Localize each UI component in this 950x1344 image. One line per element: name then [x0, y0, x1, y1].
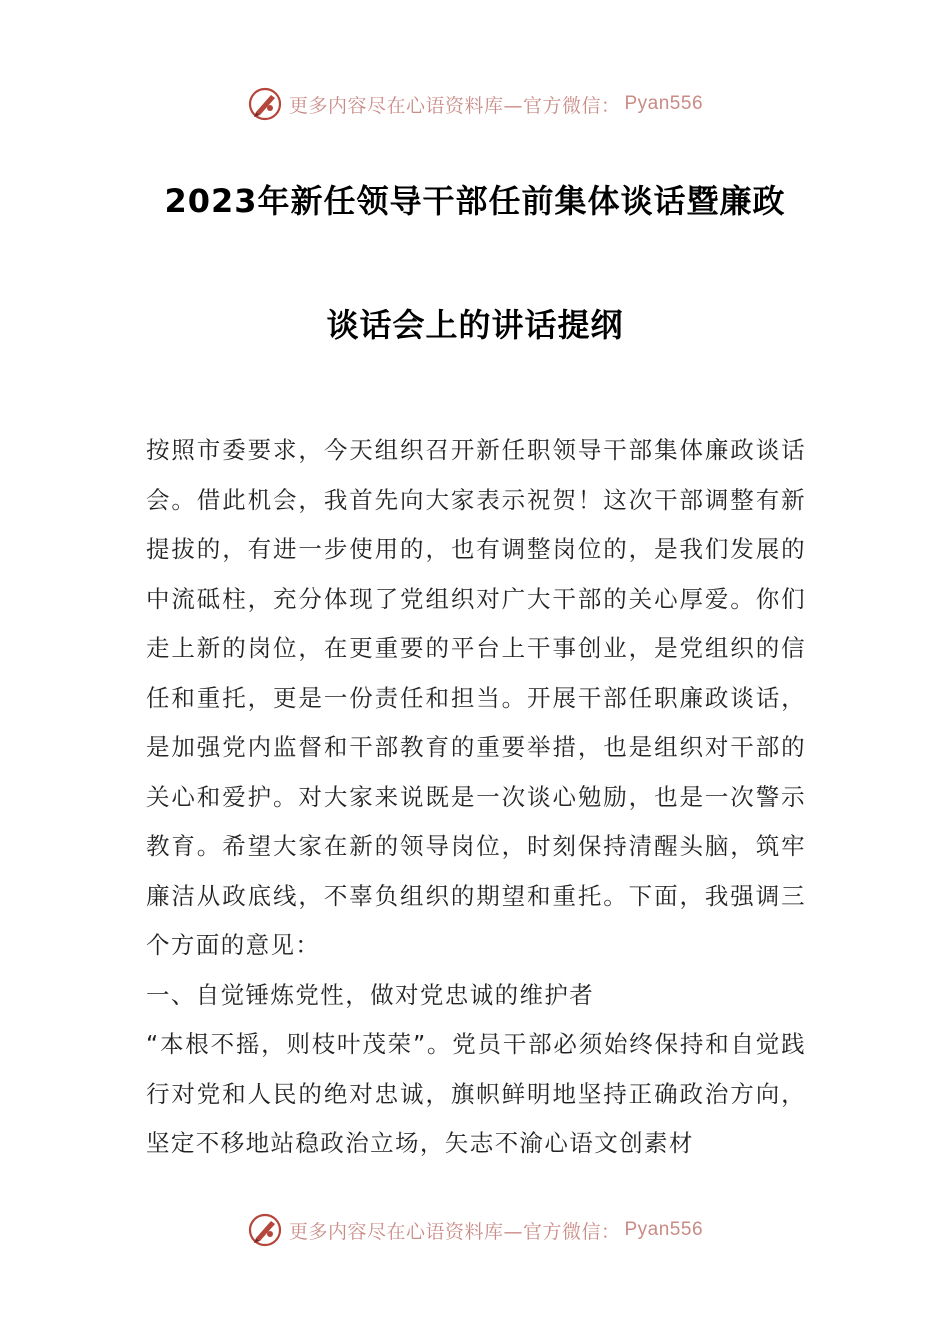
watermark-wechat-id: Pyan556 — [624, 93, 704, 114]
watermark-header — [0, 82, 950, 126]
section-heading-1: 一、自觉锤炼党性，做对党忠诚的维护者 — [146, 980, 595, 1009]
paragraph-section-1: “本根不摇，则枝叶茂荣”。党员干部必须始终保持和自觉践行对党和人民的绝对忠诚，旗帜鲜明地坚持正确政治方向，坚定不移地站稳政治立场，矢志不渝心语文创素材 — [146, 1030, 806, 1157]
document-body — [146, 426, 806, 1169]
pen-seal-icon — [247, 86, 283, 122]
pen-seal-icon — [247, 1212, 283, 1248]
watermark-text: 更多内容尽在心语资料库—官方微信： — [288, 94, 621, 117]
watermark-footer — [0, 1208, 950, 1252]
paragraph-intro: 按照市委要求，今天组织召开新任职领导干部集体廉政谈话会。借此机会，我首先向大家表示祝贺！这次干部调整有新提拔的，有进一步使用的，也有调整岗位的，是我们发展的中流砥柱，充分体现了党组织对广大干部的关心厚爱。你们走上新的岗位，在更重要的平台上干事创业，是党组织的信任和重托，更是一份责任和担当。开展干部任职廉政谈话，是加强党内监督和干部教育的重要举措，也是组织对干部的关心和爱护。对大家来说既是一次谈心勉励，也是一次警示教育。希望大家在新的领导岗位，时刻保持清醒头脑，筑牢廉洁从政底线，不辜负组织的期望和重托。下面，我强调三个方面的意见： — [146, 436, 806, 959]
document-title-line1: 2023年新任领导干部任前集体谈话暨廉政 — [164, 182, 786, 220]
document-title-line2: 谈话会上的讲话提纲 — [326, 306, 624, 344]
watermark-text: 更多内容尽在心语资料库—官方微信： — [288, 1220, 621, 1243]
watermark-wechat-id: Pyan556 — [624, 1219, 704, 1240]
